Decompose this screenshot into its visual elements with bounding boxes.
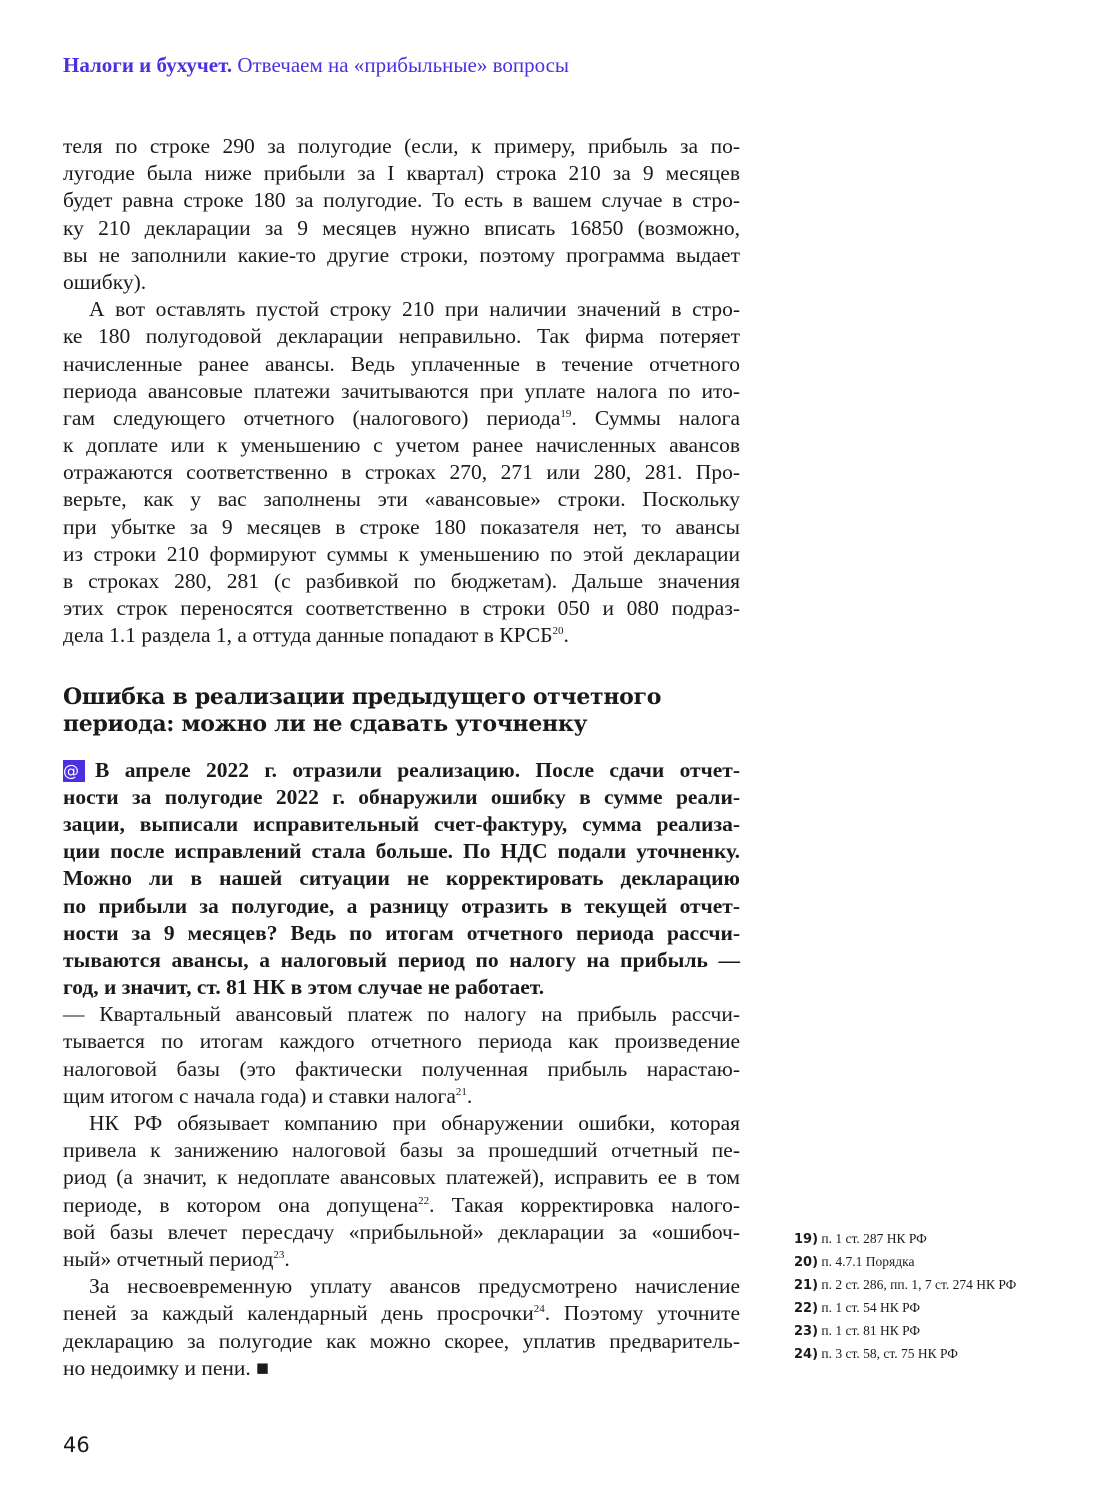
question-line: Можно ли в нашей ситуации не корректировать декларацию — [63, 866, 740, 891]
footnote-text: п. 1 ст. 54 НК РФ — [818, 1300, 921, 1315]
text-line: из строки 210 формируют суммы к уменьшению по этой декларации — [63, 541, 740, 566]
running-header — [63, 53, 569, 78]
footnote — [794, 1345, 1024, 1363]
footnote-ref: 22 — [418, 1194, 430, 1207]
answer-text — [63, 1001, 740, 1382]
question-line: по прибыли за полугодие, а разницу отразить в текущей отчет- — [63, 893, 740, 918]
footnote-ref: 21 — [455, 1085, 467, 1098]
main-column — [63, 133, 740, 1382]
question-line: ции после исправлений стала больше. По НДС подали уточненку. — [63, 839, 740, 864]
footnote-ref: 23 — [273, 1248, 285, 1261]
paragraph — [63, 133, 740, 296]
text-line: ошибку). — [63, 269, 147, 294]
text-line: в строках 280, 281 (с разбивкой по бюджетам). Дальше значения — [63, 569, 740, 593]
footnotes — [794, 1230, 1024, 1368]
text-line: ный» отчетный период$^{23}$. — [63, 1246, 290, 1271]
footnote-number: 19) — [794, 1232, 819, 1247]
footnote-text: п. 3 ст. 58, ст. 75 НК РФ — [818, 1346, 958, 1361]
text-line: периода авансовые платежи зачитываются при уплате налога по ито- — [63, 378, 740, 403]
text-line: риод (а значит, к недоплате авансовых платежей), исправить ее в том — [63, 1165, 740, 1190]
footnote-ref: 20 — [552, 625, 564, 638]
text-line: ку 210 декларации за 9 месяцев нужно вписать 16850 (возможно, — [63, 215, 740, 240]
text-line: За несвоевременную уплату авансов предусмотрено начисление — [89, 1274, 740, 1299]
reader-question — [63, 757, 740, 1002]
text-line: привела к занижению налоговой базы за прошедший отчетный пе- — [63, 1138, 740, 1163]
header-section: Налоги и бухучет. — [63, 53, 233, 77]
footnote-text: п. 1 ст. 81 НК РФ — [818, 1323, 921, 1338]
text-line: дела 1.1 раздела 1, а оттуда данные попадают в КРСБ$^{20}$. — [63, 623, 569, 648]
footnote-text: п. 1 ст. 287 НК РФ — [818, 1231, 927, 1246]
intro-text — [63, 133, 740, 650]
text-line: теля по строке 290 за полугодие (если, к примеру, прибыль за по- — [63, 134, 740, 158]
text-line: декларацию за полугодие как можно скорее, уплатив предваритель- — [63, 1328, 740, 1353]
header-subtitle: Отвечаем на «прибыльные» вопросы — [237, 53, 570, 77]
text-line: гам следующего отчетного (налогового) периода$^{19}$. Суммы налога — [63, 405, 740, 430]
text-line: щим итогом с начала года) и ставки налога$^{21}$. — [63, 1083, 473, 1108]
at-sign-icon: @ — [63, 760, 85, 782]
question-line: тываются авансы, а налоговый период по налогу на прибыль — — [63, 947, 740, 972]
paragraph — [63, 1001, 740, 1110]
text-line: будет равна строке 180 за полугодие. То есть в вашем случае в стро- — [63, 188, 740, 213]
footnote — [794, 1299, 1024, 1317]
text-line: ке 180 полугодовой декларации неправильно. Так фирма потеряет — [63, 324, 740, 349]
text-line: пеней за каждый календарный день просрочки$^{24}$. Поэтому уточните — [63, 1301, 740, 1326]
text-line: НК РФ обязывает компанию при обнаружении ошибки, которая — [89, 1111, 740, 1135]
footnote-number: 21) — [794, 1278, 819, 1293]
paragraph — [63, 296, 740, 649]
footnote-text: п. 2 ст. 286, пп. 1, 7 ст. 274 НК РФ — [818, 1277, 1017, 1292]
heading-line: Ошибка в реализации предыдущего отчетного — [63, 683, 662, 710]
text-line: лугодие была ниже прибыли за I квартал) строка 210 за 9 месяцев — [63, 161, 740, 186]
footnote-number: 24) — [794, 1347, 819, 1362]
text-line: верьте, как у вас заполнены эти «авансовые» строки. Поскольку — [63, 487, 740, 512]
paragraph — [63, 1273, 740, 1382]
text-line: А вот оставлять пустой строку 210 при наличии значений в стро- — [89, 297, 740, 322]
footnote-text: п. 4.7.1 Порядка — [818, 1254, 915, 1269]
footnote-ref: 24 — [533, 1303, 545, 1316]
footnote-number: 23) — [794, 1324, 819, 1339]
footnote-number: 20) — [794, 1255, 819, 1270]
text-line: налоговой базы (это фактически полученная прибыль нарастаю- — [63, 1056, 740, 1081]
question-line: ности за полугодие 2022 г. обнаружили ошибку в сумме реали- — [63, 784, 740, 809]
question-line: ности за 9 месяцев? Ведь по итогам отчетного периода рассчи- — [63, 920, 740, 945]
text-line: при убытке за 9 месяцев в строке 180 показателя нет, то авансы — [63, 514, 740, 539]
question-line: зации, выписали исправительный счет-фактуру, сумма реализа- — [63, 811, 740, 836]
text-line: вы не заполнили какие-то другие строки, поэтому программа выдает — [63, 242, 740, 267]
footnote — [794, 1322, 1024, 1340]
text-line: тывается по итогам каждого отчетного периода как произведение — [63, 1029, 740, 1054]
footnote-number: 22) — [794, 1301, 819, 1316]
text-line: вой базы влечет пересдачу «прибыльной» декларации за «ошибоч- — [63, 1219, 740, 1244]
footnote-ref: 19 — [560, 407, 572, 420]
paragraph — [63, 1110, 740, 1273]
heading-line: периода: можно ли не сдавать уточненку — [63, 710, 588, 737]
text-line: периоде, в котором она допущена$^{22}$. Такая корректировка налого- — [63, 1192, 740, 1217]
text-line: этих строк переносятся соответственно в строки 050 и 080 подраз- — [63, 596, 740, 621]
page-number: 46 — [63, 1433, 90, 1457]
question-line: год, и значит, ст. 81 НК в этом случае не работает. — [63, 975, 545, 1000]
text-line: к доплате или к уменьшению с учетом ранее начисленных авансов — [63, 433, 740, 458]
footnote — [794, 1276, 1024, 1294]
footnote — [794, 1230, 1024, 1248]
text-line: — Квартальный авансовый платеж по налогу на прибыль рассчи- — [63, 1002, 740, 1027]
text-line: но недоимку и пени. ■ — [63, 1355, 270, 1380]
text-line: отражаются соответственно в строках 270, 271 или 280, 281. Про- — [63, 460, 740, 485]
text-line: начисленные ранее авансы. Ведь уплаченные в течение отчетного — [63, 351, 740, 376]
footnote — [794, 1253, 1024, 1271]
question-line: @ В апреле 2022 г. отразили реализацию. После сдачи отчет- — [63, 757, 740, 782]
article-heading — [63, 684, 740, 738]
